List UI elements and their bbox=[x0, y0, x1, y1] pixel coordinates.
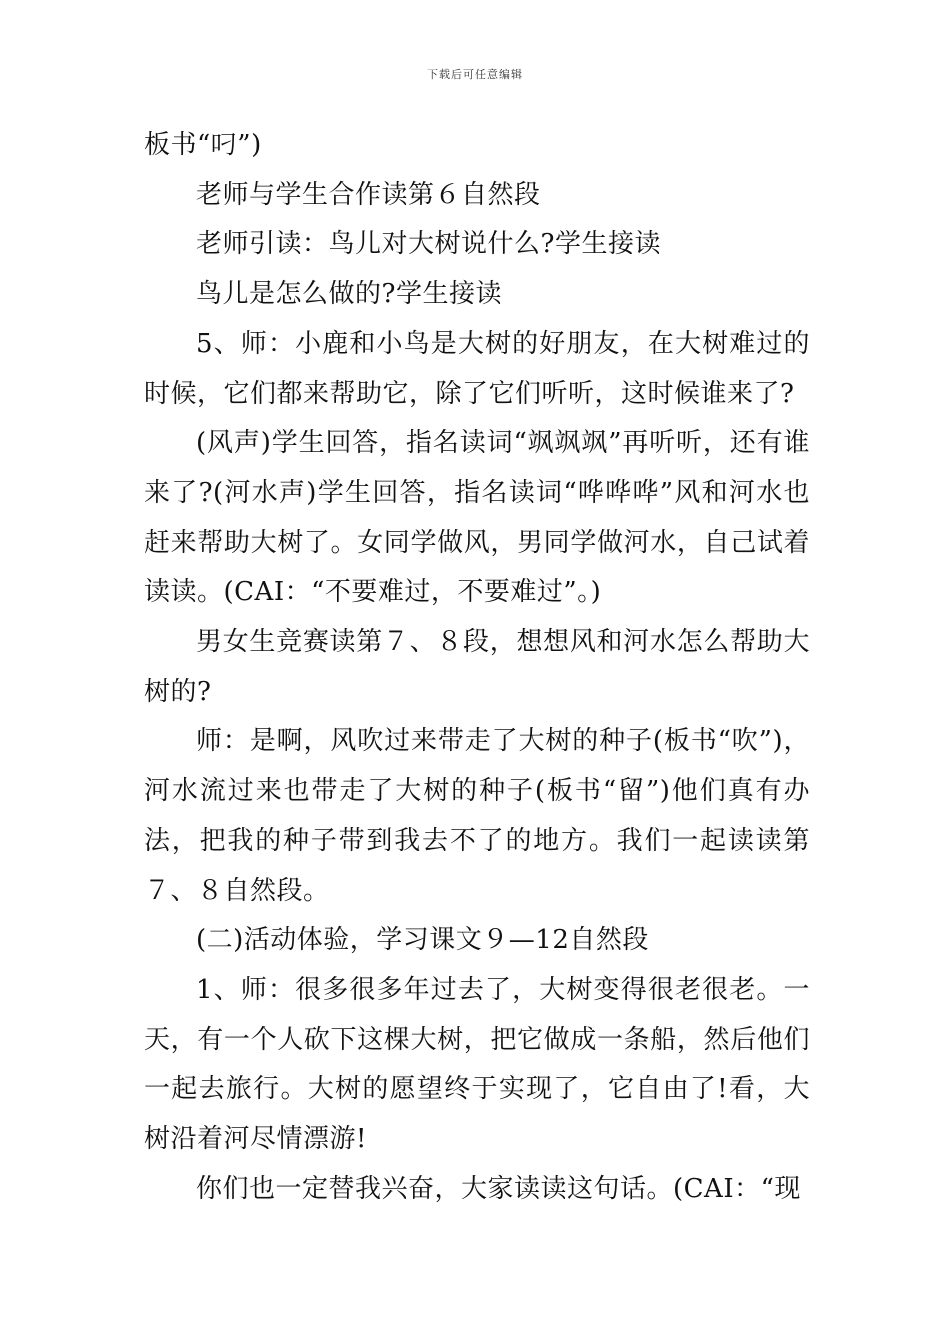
paragraph-5: 5、师：小鹿和小鸟是大树的好朋友，在大树难过的时候，它们都来帮助它，除了它们听听，这时候谁来了? bbox=[144, 328, 810, 409]
paragraph-8: 师：是啊，风吹过来带走了大树的种子(板书“吹”)，河水流过来也带走了大树的种子(板书“留”)他们真有办法，把我的种子带到我去不了的地方。我们一起读读第７、８自然段。 bbox=[144, 726, 810, 906]
paragraph-10: 1、师：很多很多年过去了，大树变得很老很老。一天，有一个人砍下这棵大树，把它做成一条船，然后他们一起去旅行。大树的愿望终于实现了，它自由了!看，大树沿着河尽情漂游! bbox=[144, 974, 810, 1155]
paragraph-3: 老师引读：鸟儿对大树说什么?学生接读 bbox=[196, 229, 661, 260]
page-header: 下载后可任意编辑 bbox=[427, 68, 523, 81]
paragraph-11: 你们也一定替我兴奋，大家读读这句话。(CAI：“现 bbox=[196, 1173, 801, 1204]
paragraph-2: 老师与学生合作读第６自然段 bbox=[196, 179, 541, 210]
document-body bbox=[144, 121, 810, 1214]
paragraph-6: (风声)学生回答，指名读词“飒飒飒”再听听，还有谁来了?(河水声)学生回答，指名读词“哗哗哗”风和河水也赶来帮助大树了。女同学做风，男同学做河水，自己试着读读。(CAI：“不要难过，不要难过”。) bbox=[144, 428, 810, 608]
paragraph-1: 板书“叼”) bbox=[144, 130, 262, 160]
paragraph-7: 男女生竞赛读第７、８段，想想风和河水怎么帮助大树的? bbox=[144, 627, 810, 707]
paragraph-4: 鸟儿是怎么做的?学生接读 bbox=[196, 279, 502, 310]
paragraph-9: (二)活动体验，学习课文９—12自然段 bbox=[196, 925, 649, 956]
